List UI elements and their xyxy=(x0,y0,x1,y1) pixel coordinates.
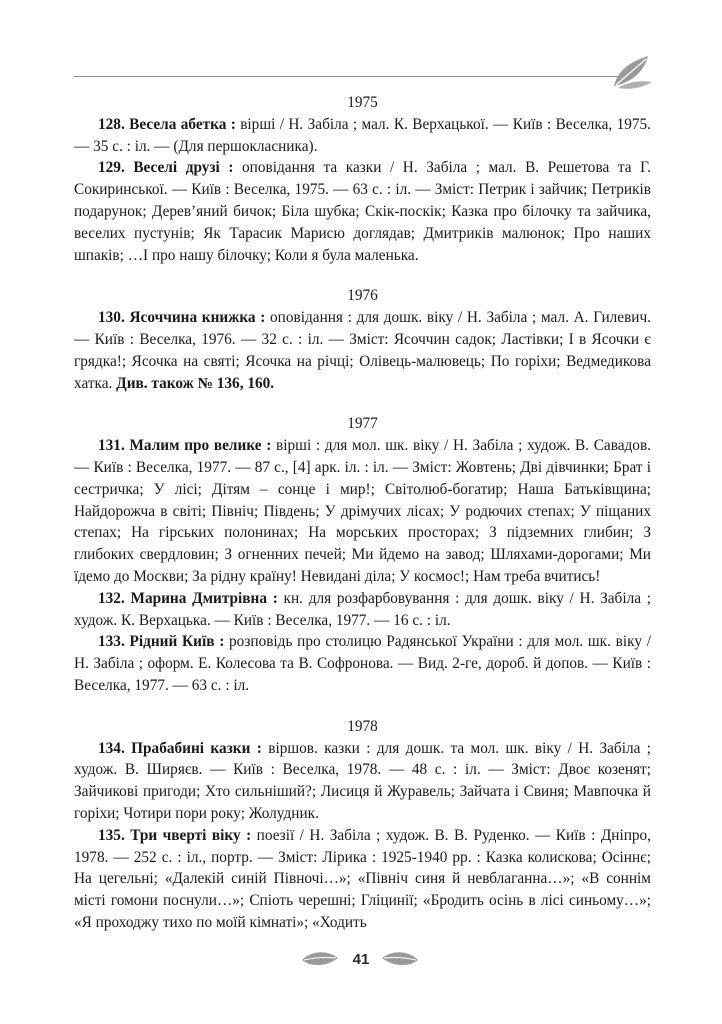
bibliography-entry xyxy=(74,588,651,632)
left-leaf-ornament-icon xyxy=(300,948,340,970)
entry-title: Веселі друзі : xyxy=(133,159,234,177)
entry-title: Рідний Київ : xyxy=(129,633,225,651)
entry-number: 135. xyxy=(98,826,125,844)
year-heading: 1978 xyxy=(347,717,378,735)
entry-text: кн. для розфарбовування : для дошк. віку / Н. Забіла ; худож. К. Верхацька. — Київ : Веселка, 1977. — 16 с. : іл. xyxy=(74,589,651,629)
bibliography-entry xyxy=(74,307,651,394)
entry-title: Весела абетка : xyxy=(129,115,236,133)
entry-title: Прабабині казки : xyxy=(131,739,262,757)
bibliography-entry xyxy=(74,738,651,825)
entry-text: оповідання : для дошк. віку / Н. Забіла ; мал. А. Гилевич. — Київ : Веселка, 1976. — 32 с. : іл. — Зміст: Ясоччин садок; Ластівки; І в Ясочки є грядка!; Ясочка на святі; Ясочка на річці; Олівець-малювець; По горіхи; Ведмедикова хатка. xyxy=(74,309,651,392)
entry-text: вірші : для мол. шк. віку / Н. Забіла ; худож. В. Савадов. — Київ : Веселка, 1977. — 87 с., [4] арк. іл. : іл. — Зміст: Жовтень; Дві дівчинки; Брат і сестричка; У лісі; Дітям – сонце і мир!; Світолюб-богатир; Наша Батьківщина; Найдорожча в світі; Північ; Південь; У дрімучих лісах; У родючих степах; У піщаних степах; На гірських полонинах; На морських просторах; З підземних глибин; З глибоких свердловин; З огненних печей; Ми йдемо на завод; Шляхами-дорогами; Ми їдемо до Москви; За рідну країну! Невидані діла; У космос!; Нам треба вчитись! xyxy=(74,437,651,585)
entry-number: 129. xyxy=(98,159,125,177)
right-leaf-ornament-icon xyxy=(380,948,420,970)
entry-number: 130. xyxy=(98,309,125,327)
year-heading: 1977 xyxy=(347,415,378,433)
bibliography-entry xyxy=(74,435,651,588)
bibliography-entry xyxy=(74,114,651,158)
year-heading: 1975 xyxy=(347,94,378,111)
year-heading: 1976 xyxy=(347,287,378,305)
page-number: 41 xyxy=(352,951,370,968)
entry-number: 132. xyxy=(98,589,125,607)
leaf-ornament-icon xyxy=(608,48,656,90)
entry-title: Ясоччина книжка : xyxy=(129,309,266,327)
entry-text: віршов. казки : для дошк. та мол. шк. віку / Н. Забіла ; худож. В. Ширяєв. — Київ : Веселка, 1978. — 48 с. : іл. — Зміст: Двоє козенят; Зайчикові пригоди; Хто сильніший?; Лисиця й Журавель; Зайчата і Свиня; Мавпочка й горіхи; Чотири пори року; Жолудник. xyxy=(74,739,651,822)
entry-title: Три чверті віку : xyxy=(130,826,252,844)
entry-title: Марина Дмитрівна : xyxy=(130,589,278,607)
entry-text: оповідання та казки / Н. Забіла ; мал. В. Решетова та Г. Сокиринської. — Київ : Веселка, 1975. — 63 с. : іл. — Зміст: Петрик і зайчик; Петриків подарунок; Дерев’яний бичок; Біла шубка; Скік-поскік; Казка про білочку та зайчика, веселих пустунів; Як Тарасик Марисю доглядав; Дмитриків малюнок; Про наших шпаків; …І про нашу білочку; Коли я була маленька. xyxy=(74,159,652,264)
entry-number: 133. xyxy=(98,633,125,651)
header-rule xyxy=(74,76,622,77)
entry-text: розповідь про столицю Радянської України : для мол. шк. віку / Н. Забіла ; оформ. Е. Колесова та В. Софронова. — Вид. 2-ге, дороб. й допов. — Київ : Веселка, 1977. — 63 с. : іл. xyxy=(74,633,651,694)
entry-number: 134. xyxy=(98,739,125,757)
entry-number: 131. xyxy=(98,437,125,455)
entry-text: поезії / Н. Забіла ; худож. В. В. Руденко. — Київ : Дніпро, 1978. — 252 с. : іл., портр. — Зміст: Лірика : 1925-1940 рр. : Казка колискова; Осіннє; На цегельні; «Далекій синій Півночі…»; «Північ синя й невблаганна…»; «В соннім місті гомони поснули…»; Спіоть черешні; Гліцинії; «Бродить осінь в лісі синьому…»; «Я проходжу тихо по моїй кімнаті»; «Ходить xyxy=(74,826,652,931)
bibliography-content xyxy=(74,92,651,934)
entry-title: Малим про велике : xyxy=(129,437,272,455)
see-also-reference: Див. також № 136, 160. xyxy=(116,374,275,392)
entry-text: вірші / Н. Забіла ; мал. К. Верхацької. — Київ : Веселка, 1975. — 35 с. : іл. — (Для першокласника). xyxy=(74,115,651,155)
bibliography-entry xyxy=(74,157,651,266)
bibliography-entry xyxy=(74,825,651,934)
bibliography-entry xyxy=(74,631,651,696)
entry-number: 128. xyxy=(98,115,125,133)
